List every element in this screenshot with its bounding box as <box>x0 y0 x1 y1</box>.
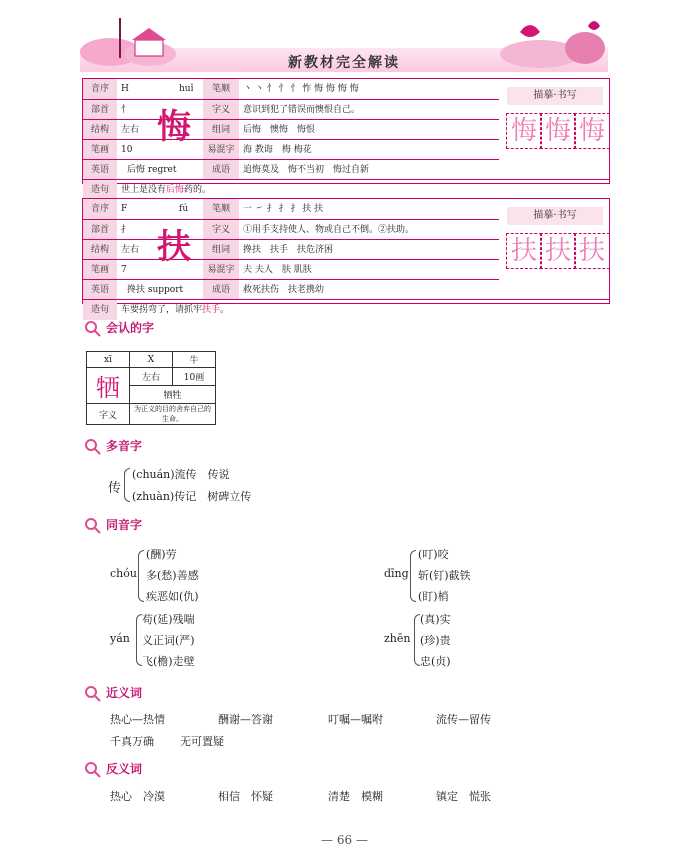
homophone-item: 多(愁)善感 <box>146 569 199 582</box>
row-value: H <box>121 84 129 94</box>
example-sentence: 车要拐弯了，请抓牢扶手。 <box>121 305 230 315</box>
row-label: 笔顺 <box>203 199 239 219</box>
section-polyphone: 多音字 <box>84 436 142 456</box>
antonym-pair: 清楚 模糊 <box>328 790 383 803</box>
row-label: 结构 <box>83 240 117 260</box>
homophone-item: (酬)劳 <box>146 548 177 561</box>
row-label: 结构 <box>83 120 117 140</box>
brace <box>138 550 144 602</box>
row-label: 组词 <box>203 240 239 260</box>
row-value: 丶 丶 忄 忄 忄 怍 悔 悔 悔 悔 <box>243 84 359 94</box>
homophone-item: (珍)贵 <box>420 634 451 647</box>
practice-cell: 扶 <box>506 233 542 269</box>
row-value: 忄 <box>121 105 131 115</box>
row-value: 7 <box>121 265 127 275</box>
synonym-pair: 叮嘱—嘱咐 <box>328 713 383 726</box>
index-letter: X <box>130 352 173 368</box>
recognize-card <box>86 351 216 425</box>
practice-cell: 扶 <box>540 233 576 269</box>
practice-cell: 悔 <box>506 113 542 149</box>
section-homophone: 同音字 <box>84 515 142 535</box>
antonym-pair: 相信 怀疑 <box>218 790 273 803</box>
homophone-item: (叮)咬 <box>418 548 449 561</box>
strokes: 10画 <box>173 368 216 386</box>
homophone-pinyin: chóu <box>110 567 137 580</box>
english-value: 后悔 regret <box>127 165 177 175</box>
row-value: 一 ㇀ 扌 扌 扌 扶 扶 <box>243 204 324 214</box>
row-label: 音序 <box>83 79 117 99</box>
row-value: 意识到犯了错误而懊恨自己。 <box>243 105 361 115</box>
row-label: 部首 <box>83 100 117 120</box>
practice-cell: 扶 <box>574 233 610 269</box>
header-title: 新教材完全解读 <box>288 55 400 71</box>
homophone-item: 忠(贞) <box>420 655 451 668</box>
english-value: 搀扶 support <box>127 285 184 295</box>
row-value: 10 <box>121 145 133 155</box>
homophone-pinyin: zhēn <box>384 632 411 645</box>
row-value: F <box>121 204 128 214</box>
row-value: 夫 夫人 肤 肌肤 <box>243 265 312 275</box>
homophone-pinyin: yán <box>110 632 130 645</box>
section-recognize: 会认的字 <box>84 318 154 338</box>
word: 牺牲 <box>130 386 216 404</box>
row-value: 搀扶 扶手 扶危济困 <box>243 245 334 255</box>
row-value: 追悔莫及 悔不当初 悔过自新 <box>243 165 370 175</box>
practice-header: 描摹·书写 <box>507 87 603 105</box>
pinyin: huǐ <box>179 84 194 94</box>
meaning: 为正义的目的舍弃自己的生命。 <box>130 404 216 425</box>
row-value: 海 教诲 梅 梅花 <box>243 145 312 155</box>
row-label: 英语 <box>83 160 117 180</box>
synonym-pair: 无可置疑 <box>180 735 224 748</box>
row-value: 左右 <box>121 125 140 135</box>
row-label: 造句 <box>83 180 117 200</box>
practice-cell: 悔 <box>574 113 610 149</box>
row-value: 后悔 懊悔 悔恨 <box>243 125 316 135</box>
homophone-pinyin: dīng <box>384 567 409 580</box>
antonym-pair: 镇定 慌张 <box>436 790 491 803</box>
homophone-item: 斩(钉)截铁 <box>418 569 471 582</box>
homophone-item: (真)实 <box>420 613 451 626</box>
synonym-pair: 热心—热情 <box>110 713 165 726</box>
homophone-item: 疾恶如(仇) <box>146 590 199 603</box>
magnifier-icon <box>84 320 102 338</box>
homophone-item: 义正词(严) <box>142 634 195 647</box>
synonym-pair: 酬谢—答谢 <box>218 713 273 726</box>
row-value: 扌 <box>121 225 131 235</box>
polyphone-reading: (chuán)流传 传说 <box>132 468 230 481</box>
row-label: 易混字 <box>203 260 239 280</box>
char-card-fu <box>82 198 610 315</box>
section-synonym: 近义词 <box>84 683 142 703</box>
row-label: 笔顺 <box>203 79 239 99</box>
brace <box>124 468 130 502</box>
row-label: 成语 <box>203 160 239 180</box>
row-value: 左右 <box>121 245 140 255</box>
header-banner <box>80 12 608 74</box>
section-antonym: 反义词 <box>84 759 142 779</box>
pinyin: xī <box>87 352 130 368</box>
magnifier-icon <box>84 761 102 779</box>
row-label: 笔画 <box>83 260 117 280</box>
pinyin: fú <box>179 204 189 214</box>
big-character: 牺 <box>87 368 130 404</box>
homophone-item: 飞(檐)走壁 <box>142 655 195 668</box>
synonym-pair: 千真万确 <box>110 735 154 748</box>
radical: 牛 <box>173 352 216 368</box>
practice-cell: 悔 <box>540 113 576 149</box>
example-sentence: 世上是没有后悔药的。 <box>121 185 212 195</box>
practice-header: 描摹·书写 <box>507 207 603 225</box>
polyphone-char: 传 <box>108 481 122 496</box>
polyphone-reading: (zhuàn)传记 树碑立传 <box>132 490 252 503</box>
page-number: — 66 — <box>321 833 368 847</box>
row-label: 字义 <box>203 100 239 120</box>
magnifier-icon <box>84 685 102 703</box>
synonym-pair: 流传—留传 <box>436 713 491 726</box>
row-label: 笔画 <box>83 140 117 160</box>
structure: 左右 <box>130 368 173 386</box>
big-character: 悔 <box>157 107 191 147</box>
antonym-pair: 热心 冷漠 <box>110 790 165 803</box>
row-label: 易混字 <box>203 140 239 160</box>
row-label: 造句 <box>83 300 117 320</box>
row-label: 部首 <box>83 220 117 240</box>
row-label: 字义 <box>203 220 239 240</box>
row-label: 音序 <box>83 199 117 219</box>
row-label: 英语 <box>83 280 117 300</box>
magnifier-icon <box>84 438 102 456</box>
row-label: 成语 <box>203 280 239 300</box>
homophone-item: (盯)梢 <box>418 590 449 603</box>
magnifier-icon <box>84 517 102 535</box>
row-value: 救死扶伤 扶老携幼 <box>243 285 325 295</box>
brace <box>410 550 416 602</box>
char-card-hui <box>82 78 610 195</box>
big-character: 扶 <box>157 227 191 267</box>
row-label: 组词 <box>203 120 239 140</box>
row-label: 字义 <box>87 404 130 425</box>
row-value: ①用手支持使人、物或自己不倒。②扶助。 <box>243 225 415 235</box>
homophone-item: 苟(延)残喘 <box>142 613 195 626</box>
